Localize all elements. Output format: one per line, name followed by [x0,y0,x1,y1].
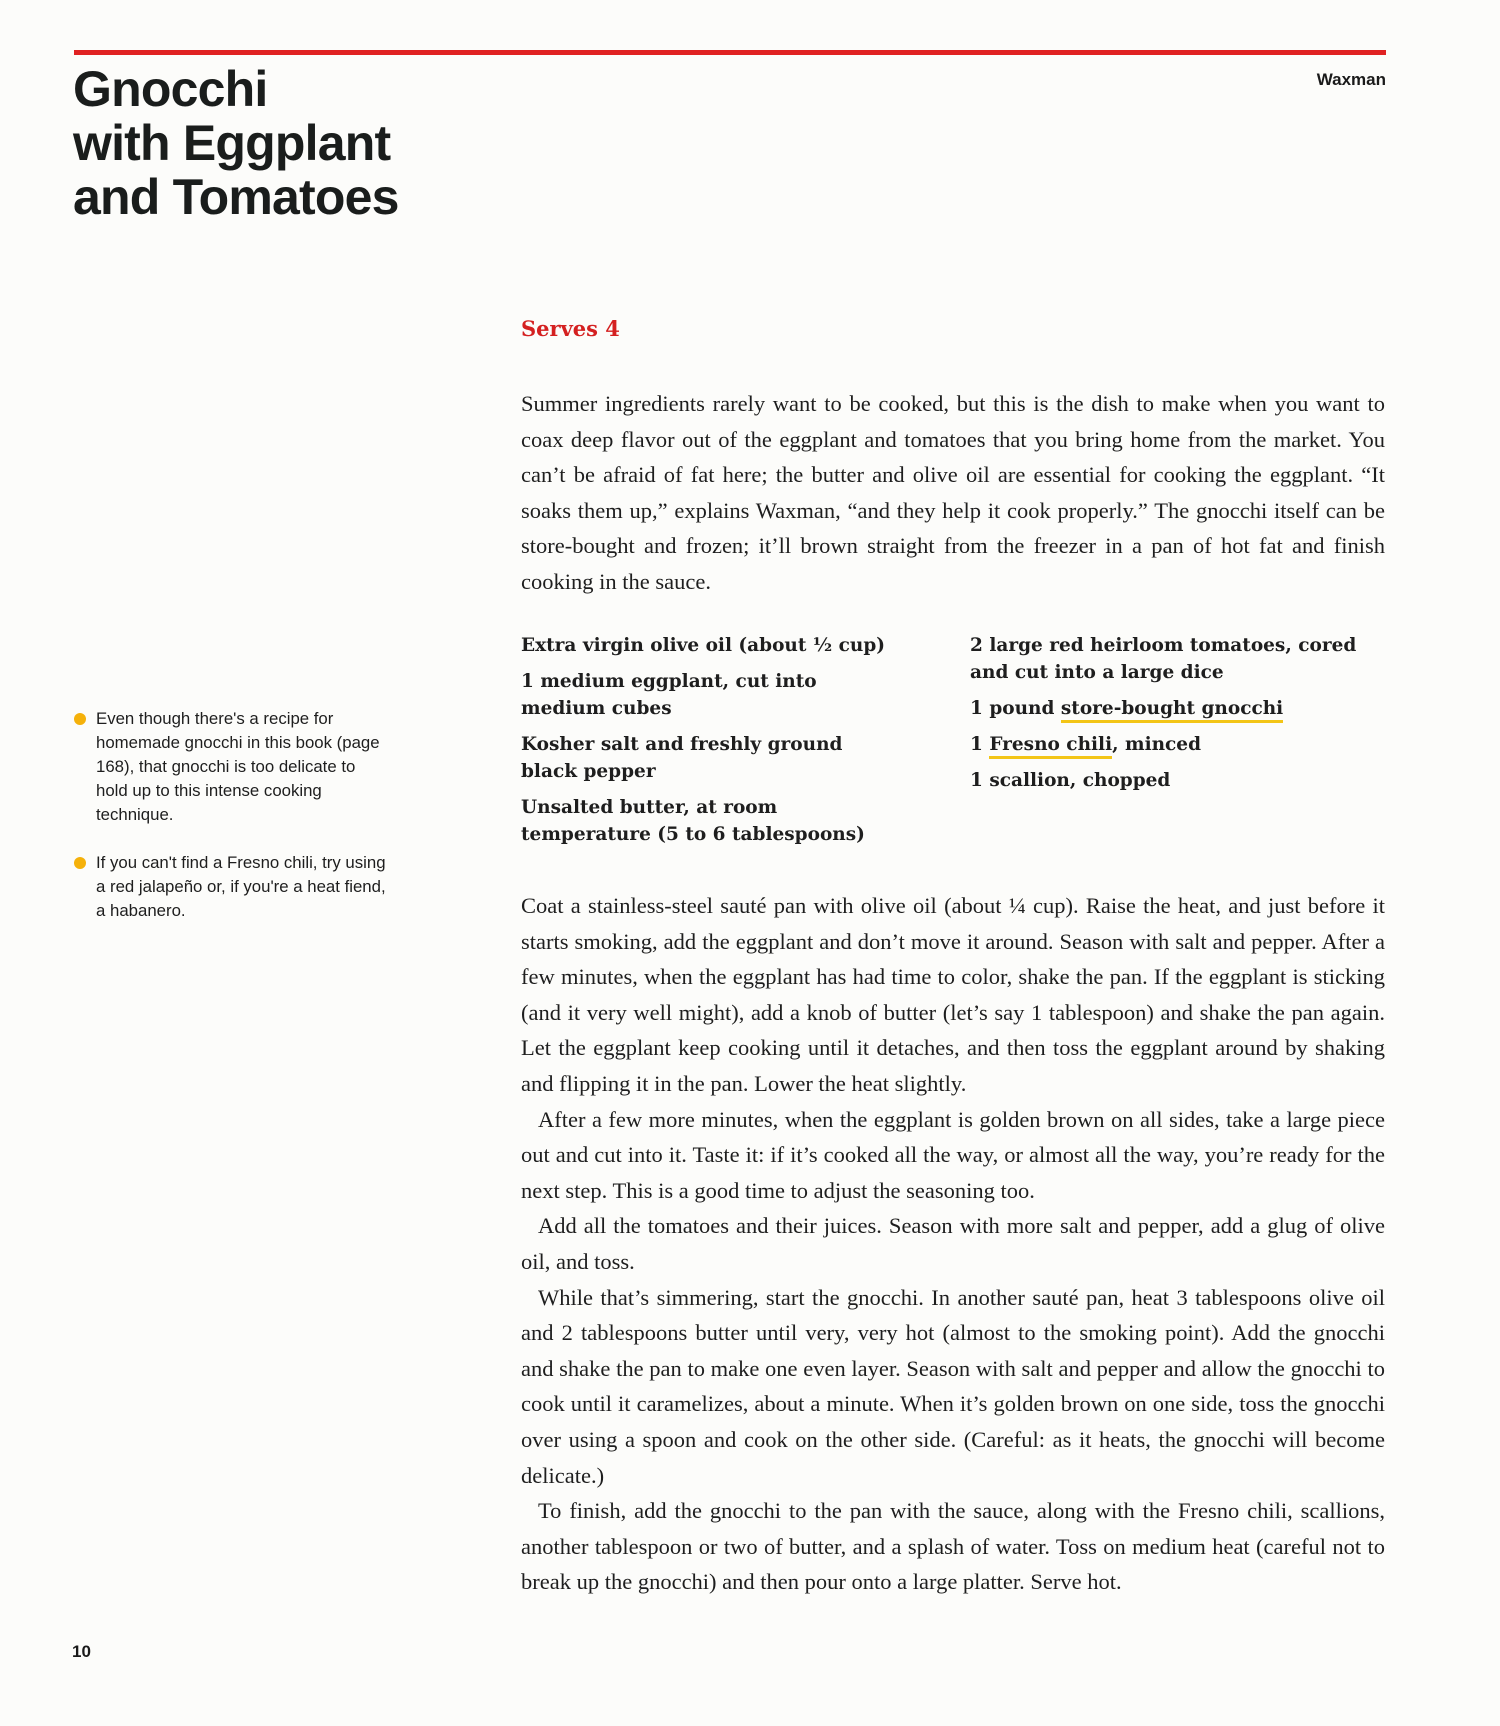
method-paragraph: To finish, add the gnocchi to the pan with the sauce, along with the Fresno chili, scallions, another tablespoon or two of butter, and a splash of water. Toss on medium heat (careful not to break up the gnocchi) and then pour onto a large platter. Serve hot. [521,1498,1385,1595]
method-section [521,888,1385,1600]
top-red-rule [74,50,1386,55]
ingredient-item: 2 large red heirloom tomatoes, cored and cut into a large dice [970,635,1357,683]
ingredient-item: 1 medium eggplant, cut into medium cubes [521,671,817,719]
bullet-dot-icon [74,857,86,869]
ingredient-item: 1 scallion, chopped [970,770,1171,791]
method-paragraph: Coat a stainless-steel sauté pan with olive oil (about ¼ cup). Raise the heat, and just before it starts smoking, add the eggplant and don’t move it around. Season with salt and pepper. After a few minutes, when the eggplant has had time to color, shake the pan. If the eggplant is sticking (and it very well might), add a knob of butter (let’s say 1 tablespoon) and shake the pan again. Let the eggplant keep cooking until it detaches, and then toss the eggplant around by shaking and flipping it in the pan. Lower the heat slightly. [521,893,1385,1096]
highlighted-ingredient: store-bought gnocchi [1061,698,1283,723]
title-line-2: with Eggplant [73,115,391,171]
bullet-dot-icon [74,713,86,725]
note-text: If you can't find a Fresno chili, try using a red jalapeño or, if you're a heat fiend, a habanero. [96,853,386,920]
serves-label: Serves 4 [521,316,620,341]
method-paragraph: Add all the tomatoes and their juices. Season with more salt and pepper, add a glug of olive oil, and toss. [521,1213,1385,1274]
title-line-1: Gnocchi [73,61,268,117]
ingredient-quantity: 1 [970,734,990,755]
note-item [74,851,386,923]
ingredient-item: Extra virgin olive oil (about ½ cup) [521,635,886,656]
method-paragraph: While that’s simmering, start the gnocchi. In another sauté pan, heat 3 tablespoons olive oil and 2 tablespoons butter until very, very hot (almost to the smoking point). Add the gnocchi and shake the pan to make one even layer. Season with salt and pepper and allow the gnocchi to cook until it caramelizes, about a minute. When it’s golden brown on one side, toss the gnocchi over using a spoon and cook on the other side. (Careful: as it heats, the gnocchi will become delicate.) [521,1284,1385,1488]
title-line-3: and Tomatoes [73,169,399,225]
chef-name: Waxman [1316,70,1386,89]
ingredients-left-column [521,632,901,857]
ingredient-item: Kosher salt and freshly ground black pepper [521,734,843,782]
ingredient-item [970,695,1390,722]
ingredient-item: Unsalted butter, at room temperature (5 to 6 tablespoons) [521,797,865,845]
sidebar-notes [74,707,386,947]
ingredients-right-column [970,632,1390,803]
highlighted-ingredient: Fresno chili [989,734,1112,759]
recipe-title [73,62,399,224]
note-item [74,707,386,827]
ingredient-prep: , minced [1112,734,1202,755]
ingredient-quantity: 1 pound [970,698,1061,719]
intro-paragraph: Summer ingredients rarely want to be cooked, but this is the dish to make when you want to coax deep flavor out of the eggplant and tomatoes that you bring home from the market. You can’t be afraid of fat here; the butter and olive oil are essential for cooking the eggplant. “It soaks them up,” explains Waxman, “and they help it cook properly.” The gnocchi itself can be store-bought and frozen; it’ll brown straight from the freezer in a pan of hot fat and finish cooking in the sauce. [521,391,1385,594]
note-text: Even though there's a recipe for homemade gnocchi in this book (page 168), that gnocchi is too delicate to hold up to this intense cooking technique. [96,709,380,824]
page-number: 10 [72,1642,91,1661]
ingredient-item [970,731,1390,758]
method-paragraph: After a few more minutes, when the eggplant is golden brown on all sides, take a large piece out and cut into it. Taste it: if it’s cooked all the way, or almost all the way, you’re ready for the next step. This is a good time to adjust the seasoning too. [521,1106,1385,1203]
